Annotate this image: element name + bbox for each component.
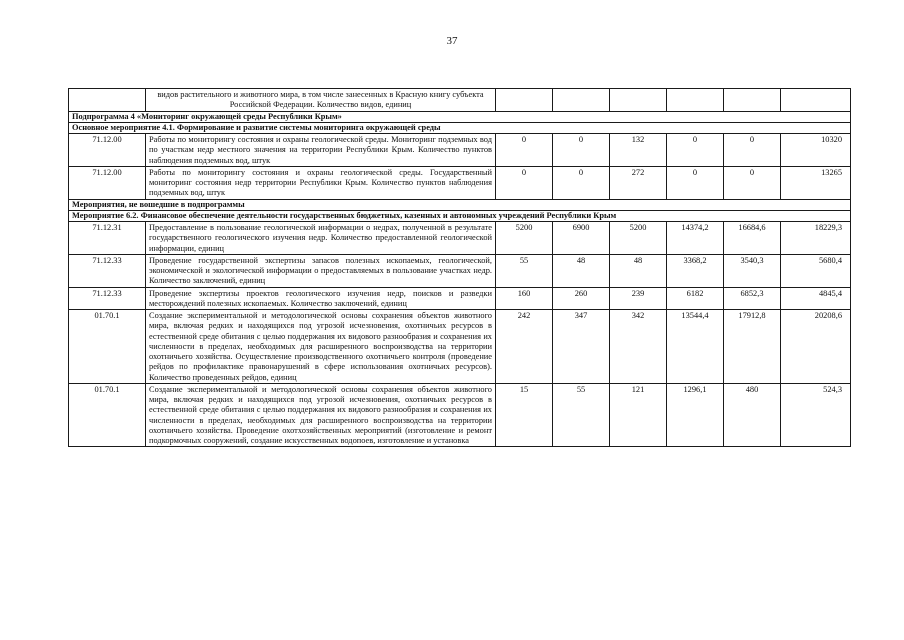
value-cell: 55 bbox=[553, 383, 610, 447]
value-cell: 239 bbox=[610, 287, 667, 310]
value-cell: 0 bbox=[724, 134, 781, 167]
value-cell: 347 bbox=[553, 310, 610, 384]
value-cell: 20208,6 bbox=[781, 310, 851, 384]
value-cell: 17912,8 bbox=[724, 310, 781, 384]
value-cell: 55 bbox=[496, 254, 553, 287]
section-header-row bbox=[69, 122, 851, 133]
description-cell: Создание экспериментальной и методологической основы сохранения объектов животного мира, включая редких и находящихся под угрозой исчезновения, охотничьих ресурсов в естественной среде обитания с целью поддержания их видового разнообразия и сохранения их численности в пределах, необходимых для расширенного воспроизводства на территории охотничьего хозяйства. Осуществление производственного охотничьего контроля (проведение рейдов по профилактике правонарушений в сфере использования охотничьих ресурсов). Количество проведенных рейдов, единиц bbox=[146, 310, 496, 384]
value-cell: 5200 bbox=[610, 222, 667, 255]
okved-code-cell: 71.12.31 bbox=[69, 222, 146, 255]
table-body bbox=[69, 89, 851, 447]
value-cell: 342 bbox=[610, 310, 667, 384]
value-cell: 0 bbox=[667, 134, 724, 167]
value-cell: 260 bbox=[553, 287, 610, 310]
value-cell: 524,3 bbox=[781, 383, 851, 447]
okved-code-cell: 71.12.33 bbox=[69, 287, 146, 310]
value-cell: 0 bbox=[496, 134, 553, 167]
value-cell: 0 bbox=[724, 166, 781, 199]
value-cell bbox=[667, 89, 724, 112]
okved-code-cell bbox=[69, 89, 146, 112]
table-row bbox=[69, 166, 851, 199]
value-cell bbox=[781, 89, 851, 112]
description-cell: видов растительного и животного мира, в том числе занесенных в Красную книгу субъекта Российской Федерации. Количество видов, единиц bbox=[146, 89, 496, 112]
description-cell: Проведение государственной экспертизы запасов полезных ископаемых, геологической, экономической и экологической информации о предоставляемых в пользование участках недр. Количество заключений, единиц bbox=[146, 254, 496, 287]
value-cell bbox=[553, 89, 610, 112]
value-cell: 160 bbox=[496, 287, 553, 310]
value-cell: 15 bbox=[496, 383, 553, 447]
value-cell: 0 bbox=[553, 134, 610, 167]
value-cell: 0 bbox=[553, 166, 610, 199]
section-header-row bbox=[69, 199, 851, 210]
description-cell: Предоставление в пользование геологической информации о недрах, полученной в результате государственного геологического изучения недр. Количество предоставленной геологической информации, единиц bbox=[146, 222, 496, 255]
okved-code-cell: 01.70.1 bbox=[69, 310, 146, 384]
table-row bbox=[69, 134, 851, 167]
value-cell: 18229,3 bbox=[781, 222, 851, 255]
value-cell: 5200 bbox=[496, 222, 553, 255]
page-number: 37 bbox=[446, 35, 458, 47]
value-cell: 4845,4 bbox=[781, 287, 851, 310]
value-cell: 48 bbox=[553, 254, 610, 287]
section-header: Подпрограмма 4 «Мониторинг окружающей среды Республики Крым» bbox=[69, 111, 851, 122]
value-cell: 6852,3 bbox=[724, 287, 781, 310]
value-cell: 3540,3 bbox=[724, 254, 781, 287]
okved-code-cell: 01.70.1 bbox=[69, 383, 146, 447]
value-cell: 10320 bbox=[781, 134, 851, 167]
indicator-table bbox=[68, 88, 851, 447]
section-header: Основное мероприятие 4.1. Формирование и развитие системы мониторинга окружающей среды bbox=[69, 122, 851, 133]
table-row bbox=[69, 254, 851, 287]
value-cell: 272 bbox=[610, 166, 667, 199]
description-cell: Создание экспериментальной и методологической основы сохранения объектов животного мира, включая редких и находящихся под угрозой исчезновения, охотничьих ресурсов в естественной среде обитания с целью поддержания их видового разнообразия и сохранения их численности в пределах, необходимых для расширенного воспроизводства на территории охотничьего хозяйства. Проведение охотхозяйственных мероприятий (изготовление и ремонт подкормочных сооружений, создание искусственных водопоев, изготовление и установка bbox=[146, 383, 496, 447]
table-row bbox=[69, 287, 851, 310]
value-cell: 13265 bbox=[781, 166, 851, 199]
value-cell: 1296,1 bbox=[667, 383, 724, 447]
section-header-row bbox=[69, 210, 851, 221]
table-row bbox=[69, 383, 851, 447]
value-cell: 16684,6 bbox=[724, 222, 781, 255]
section-header: Мероприятия, не вошедшие в подпрограммы bbox=[69, 199, 851, 210]
value-cell: 242 bbox=[496, 310, 553, 384]
value-cell: 5680,4 bbox=[781, 254, 851, 287]
value-cell: 480 bbox=[724, 383, 781, 447]
value-cell: 132 bbox=[610, 134, 667, 167]
value-cell bbox=[724, 89, 781, 112]
okved-code-cell: 71.12.00 bbox=[69, 134, 146, 167]
value-cell: 0 bbox=[667, 166, 724, 199]
description-cell: Работы по мониторингу состояния и охраны геологической среды. Государственный мониторинг состояния недр территории Республики Крым. Количество пунктов наблюдения подземных вод, штук bbox=[146, 166, 496, 199]
value-cell: 6900 bbox=[553, 222, 610, 255]
okved-code-cell: 71.12.00 bbox=[69, 166, 146, 199]
description-cell: Проведение экспертизы проектов геологического изучения недр, поисков и разведки месторождений полезных ископаемых. Количество заключений, единиц bbox=[146, 287, 496, 310]
value-cell: 14374,2 bbox=[667, 222, 724, 255]
value-cell bbox=[496, 89, 553, 112]
value-cell: 6182 bbox=[667, 287, 724, 310]
value-cell: 13544,4 bbox=[667, 310, 724, 384]
table-row bbox=[69, 310, 851, 384]
value-cell: 48 bbox=[610, 254, 667, 287]
table-row bbox=[69, 222, 851, 255]
section-header-row bbox=[69, 111, 851, 122]
value-cell: 121 bbox=[610, 383, 667, 447]
description-cell: Работы по мониторингу состояния и охраны геологической среды. Мониторинг подземных вод по участкам недр местного значения на территории Республики Крым. Количество пунктов наблюдения подземных вод, штук bbox=[146, 134, 496, 167]
value-cell bbox=[610, 89, 667, 112]
okved-code-cell: 71.12.33 bbox=[69, 254, 146, 287]
table-row bbox=[69, 89, 851, 112]
value-cell: 0 bbox=[496, 166, 553, 199]
value-cell: 3368,2 bbox=[667, 254, 724, 287]
section-header: Мероприятие 6.2. Финансовое обеспечение деятельности государственных бюджетных, казенных и автономных учреждений Республики Крым bbox=[69, 210, 851, 221]
